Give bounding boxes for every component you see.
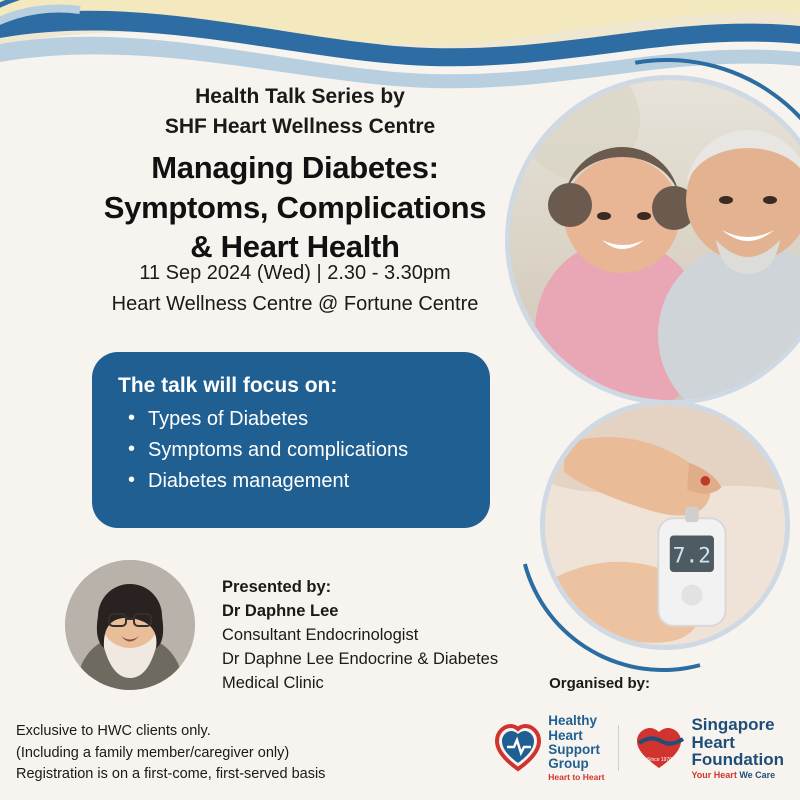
event-venue: Heart Wellness Centre @ Fortune Centre	[111, 293, 479, 315]
hhsg-name-line2: Heart	[548, 727, 583, 743]
series-title-line1: Health Talk Series by	[195, 85, 405, 108]
presenter-clinic-line2: Medical Clinic	[222, 673, 324, 692]
logo-divider	[618, 725, 619, 771]
fineprint-line1: Exclusive to HWC clients only.	[16, 722, 211, 739]
fineprint-line2: (Including a family member/caregiver only)	[16, 744, 290, 761]
shf-tagline-a: Your Heart	[691, 770, 737, 781]
svg-text:7.2: 7.2	[672, 542, 711, 568]
series-title	[0, 82, 600, 143]
list-item: • Diabetes management	[118, 466, 464, 497]
shf-logo	[633, 716, 784, 781]
talk-focus-list	[118, 404, 464, 497]
talk-focus-panel	[92, 352, 490, 528]
shf-name-line1: Singapore	[691, 714, 775, 734]
hhsg-logo	[494, 714, 604, 782]
organised-by-label: Organised by:	[549, 675, 650, 692]
organiser-logos	[494, 714, 784, 782]
talk-focus-heading: The talk will focus on:	[118, 374, 338, 397]
event-details	[0, 258, 590, 320]
heart-icon	[633, 725, 685, 771]
presenter-portrait-photo	[65, 560, 195, 690]
fineprint-notes	[16, 721, 325, 786]
hhsg-name-line1: Healthy	[548, 713, 598, 729]
shf-name-line2: Heart	[691, 732, 735, 752]
main-title-line2: Symptoms, Complications	[103, 189, 487, 225]
list-item: • Symptoms and complications	[118, 435, 464, 466]
hhsg-name-line4: Group	[548, 755, 589, 771]
hhsg-name-line3: Support	[548, 741, 600, 757]
presenter-details	[222, 576, 562, 696]
series-title-line2: SHF Heart Wellness Centre	[164, 115, 436, 139]
heart-icon	[494, 723, 542, 773]
event-datetime: 11 Sep 2024 (Wed) | 2.30 - 3.30pm	[139, 262, 451, 284]
shf-name-line3: Foundation	[691, 750, 784, 770]
main-title-line3: & Heart Health	[190, 229, 400, 265]
shf-since-text: Since 1970	[647, 757, 673, 764]
hhsg-tagline: Heart to Heart	[548, 772, 605, 783]
presenter-role: Consultant Endocrinologist	[222, 625, 419, 644]
shf-tagline-b: We Care	[739, 770, 776, 781]
presenter-name: Dr Daphne Lee	[222, 601, 339, 620]
presented-by-label: Presented by:	[222, 578, 332, 596]
fineprint-line3: Registration is on a first-come, first-served basis	[16, 766, 326, 783]
page-title	[0, 148, 590, 267]
main-title-line1: Managing Diabetes:	[151, 150, 439, 185]
list-item: • Types of Diabetes	[118, 404, 464, 435]
presenter-clinic-line1: Dr Daphne Lee Endocrine & Diabetes	[222, 649, 499, 668]
